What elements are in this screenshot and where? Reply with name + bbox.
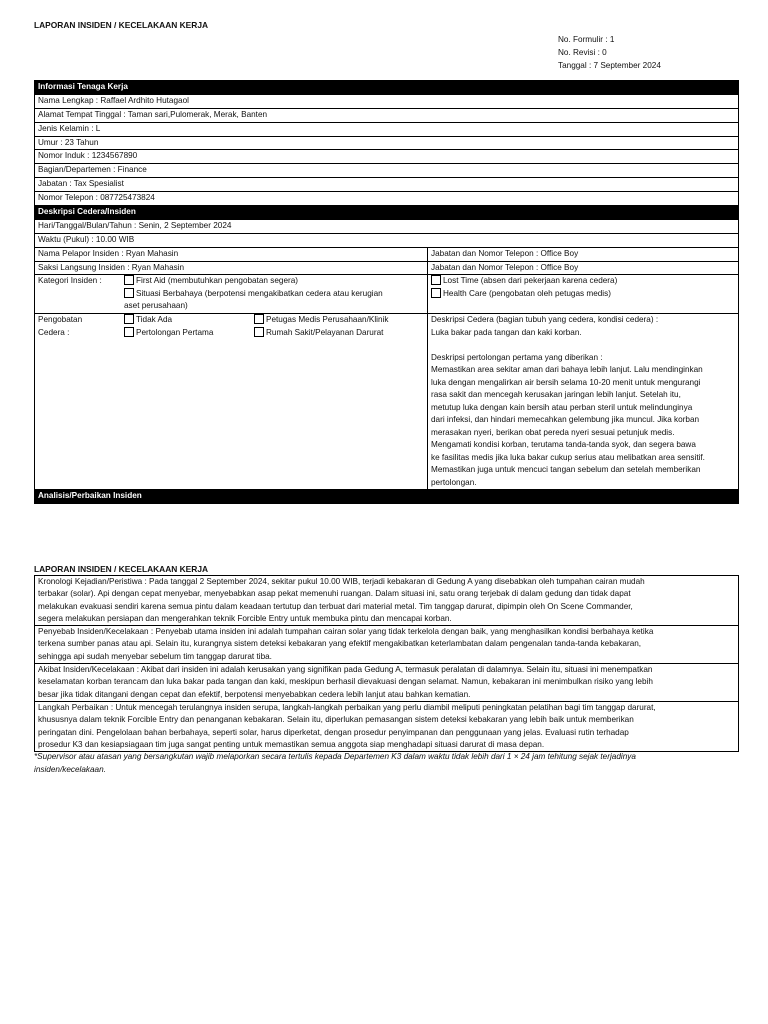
- company-medic-label: Petugas Medis Perusahaan/Klinik: [266, 315, 389, 325]
- footnote: [34, 750, 744, 776]
- treatment-cell: [35, 314, 428, 490]
- category-options-left: [124, 275, 424, 313]
- document-title: LAPORAN INSIDEN / KECELAKAAN KERJA: [34, 20, 209, 30]
- treatment-first-aid-label: Pertolongan Pertama: [136, 327, 214, 337]
- first-aid-line: Memastikan area sekitar aman dari bahaya lebih lanjut. Lalu mendinginkan: [431, 365, 703, 375]
- worker-address: Alamat Tempat Tinggal : Taman sari,Pulomerak, Merak, Banten: [35, 108, 739, 122]
- first-aid-line: rasa sakit dan mencegah kerusakan jaringan lebih lanjut. Setelah itu,: [431, 390, 681, 400]
- corrective-line: Langkah Perbaikan : Untuk mencegah terulangnya insiden serupa, langkah-langkah perbaikan yang perlu diambil meliputi peningkatan pelatihan bagi tim tanggap darurat,: [38, 702, 656, 712]
- worker-phone: Nomor Telepon : 087725473824: [35, 192, 739, 206]
- corrective-line: khususnya dalam teknik Forcible Entry dan penanganan kebakaran. Selain itu, diperlukan pemasangan sistem deteksi kebakaran yang lebih baik untuk memberikan: [38, 715, 634, 725]
- treatment-label: [38, 314, 124, 339]
- effect-line: Akibat Insiden/Kecelakaan : Akibat dari insiden ini adalah kerusakan yang signifikan pada Gedung A, termasuk peralatan di dalamnya. Selain itu, situasi ini menempatkan: [38, 665, 653, 675]
- injury-desc-label: Deskripsi Cedera (bagian tubuh yang cedera, kondisi cedera) :: [431, 315, 659, 325]
- corrective-line: peringatan dini. Pengelolaan bahan berbahaya, seperti solar, harus diperketat, dengan prosedur penyimpanan dan penggunaan yang jelas. Evaluasi rutin terhadap: [38, 727, 629, 737]
- witness-position: Jabatan dan Nomor Telepon : Office Boy: [428, 261, 739, 275]
- chronology-line: terbakar (solar). Api dengan cepat menyebar, menyebabkan asap pekat memenuhi ruangan. Dalam situasi ini, satu orang terjebak di dalam gedung dan tidak dapat: [38, 589, 631, 599]
- first-aid-checkbox[interactable]: [124, 275, 134, 285]
- injury-desc: Luka bakar pada tangan dan kaki korban.: [431, 327, 582, 337]
- effect-line: keselamatan korban terancam dan luka bakar pada tangan dan kaki, meskipun berhasil dievakuasi dengan selamat. Namun, kebakaran ini menimbulkan risiko yang lebih: [38, 677, 653, 687]
- reporter-position: Jabatan dan Nomor Telepon : Office Boy: [428, 247, 739, 261]
- incident-section-header: Deskripsi Cedera/Insiden: [35, 206, 739, 220]
- cause-cell: [35, 626, 739, 664]
- health-care-label: Health Care (pengobatan oleh petugas medis): [443, 288, 611, 298]
- category-label: Kategori Insiden :: [38, 276, 102, 286]
- lost-time-label: Lost Time (absen dari pekerjaan karena cedera): [443, 276, 618, 286]
- hospital-checkbox[interactable]: [254, 327, 264, 337]
- category-options-right: [428, 275, 739, 314]
- worker-section-header: Informasi Tenaga Kerja: [35, 81, 739, 95]
- first-aid-line: pertolongan.: [431, 477, 477, 487]
- worker-id: Nomor Induk : 1234567890: [35, 150, 739, 164]
- treatment-hospital-option[interactable]: [254, 327, 424, 340]
- first-aid-line: merasakan nyeri, berikan obat pereda nyeri sesuai petunjuk medis.: [431, 427, 675, 437]
- first-aid-line: dari infeksi, dan hindari memecahkan gelembung jika muncul. Jika korban: [431, 415, 700, 425]
- category-cell: [35, 275, 428, 314]
- first-aid-line: ke fasilitas medis jika luka bakar cukup serius atau melibatkan area sensitif.: [431, 452, 705, 462]
- analysis-table: [34, 575, 739, 752]
- section2-title: LAPORAN INSIDEN / KECELAKAAN KERJA: [34, 564, 209, 574]
- first-aid-desc-label: Deskripsi pertolongan pertama yang diberikan :: [431, 352, 603, 362]
- worker-gender: Jenis Kelamin : L: [35, 122, 739, 136]
- form-number: No. Formulir : 1: [558, 35, 615, 44]
- lost-time-checkbox[interactable]: [431, 275, 441, 285]
- cause-line: terkena sumber panas atau api. Selain itu, kurangnya sistem deteksi kebakaran yang efektif mengakibatkan keterlambatan dalam pengenalan tanda-tanda kebakaran,: [38, 639, 642, 649]
- treatment-none-option[interactable]: [124, 314, 254, 327]
- first-aid-line: metutup luka dengan kain bersih atau perban steril untuk melindunginya: [431, 402, 693, 412]
- first-aid-label: First Aid (membutuhkan pengobatan segera): [136, 276, 299, 286]
- worker-name: Nama Lengkap : Raffael Ardhito Hutagaol: [35, 94, 739, 108]
- form-date: Tanggal : 7 September 2024: [558, 61, 661, 70]
- cause-line: sehingga api sudah menyebar sebelum tim tanggap darurat tiba.: [38, 651, 272, 661]
- first-aid-line: luka dengan mengalirkan air bersih selama 10-20 menit untuk mengurangi: [431, 377, 701, 387]
- corrective-cell: [35, 701, 739, 751]
- chronology-line: melakukan evakuasi sendiri karena semua pintu dalam keadaan tertutup dan terbuat dari material metal. Tim tanggap darurat, dipimpin oleh On Scene Commander,: [38, 601, 633, 611]
- treatment-first-aid-checkbox[interactable]: [124, 327, 134, 337]
- footnote-line: insiden/kecelakaan.: [34, 765, 106, 774]
- category-dangerous-option[interactable]: [124, 288, 424, 301]
- category-lost-time-option[interactable]: [431, 275, 735, 288]
- company-medic-checkbox[interactable]: [254, 314, 264, 324]
- treatment-label-line1: Pengobatan: [38, 315, 83, 325]
- incident-time: Waktu (Pukul) : 10.00 WIB: [35, 233, 739, 247]
- category-first-aid-option[interactable]: [124, 275, 424, 288]
- dangerous-situation-label: Situasi Berbahaya (berpotensi mengakibatkan cedera atau kerugian: [136, 288, 383, 298]
- revision-number: No. Revisi : 0: [558, 48, 607, 57]
- first-aid-line: Mengamati kondisi korban, terutama tanda-tanda syok, dan segera bawa: [431, 440, 696, 450]
- chronology-line: segera melakukan persiapan dan mengerahkan teknik Forcible Entry untuk membuka pintu dan mencapai korban.: [38, 613, 452, 623]
- form-meta: [558, 33, 661, 72]
- witness-name: Saksi Langsung Insiden : Ryan Mahasin: [35, 261, 428, 275]
- effect-cell: [35, 664, 739, 702]
- first-aid-line: Memastikan juga untuk mencuci tangan sebelum dan setelah memberikan: [431, 465, 701, 475]
- cause-line: Penyebab Insiden/Kecelakaan : Penyebab utama insiden ini adalah tumpahan cairan solar yang tidak terkelola dengan baik, yang menghasilkan kondisi berbahaya ketika: [38, 627, 654, 637]
- worker-position: Jabatan : Tax Spesialist: [35, 178, 739, 192]
- incident-form-table: [34, 80, 739, 504]
- category-health-care-option[interactable]: [431, 288, 735, 301]
- treatment-company-medic-option[interactable]: [254, 314, 424, 327]
- treatment-options: [124, 314, 424, 339]
- footnote-line: *Supervisor atau atasan yang bersangkutan wajib melaporkan secara tertulis kepada Departemen K3 dalam waktu tidak lebih dari 1 × 24 jam tehitung sejak terjadinya: [34, 752, 636, 761]
- corrective-line: prosedur K3 dan kesiapsiagaan tim juga sangat penting untuk memastikan semua anggota siap menghadapi situasi darurat di masa depan.: [38, 739, 545, 749]
- injury-description-cell: [428, 314, 739, 490]
- none-checkbox[interactable]: [124, 314, 134, 324]
- dangerous-situation-label-cont: aset perusahaan): [124, 301, 188, 311]
- first-aid-desc: [431, 364, 735, 489]
- worker-age: Umur : 23 Tahun: [35, 136, 739, 150]
- chronology-line: Kronologi Kejadian/Peristiwa : Pada tanggal 2 September 2024, sekitar pukul 10.00 WIB, terjadi kebakaran di Gedung A yang disebabkan oleh tumpahan cairan mudah: [38, 577, 645, 586]
- reporter-name: Nama Pelapor Insiden : Ryan Mahasin: [35, 247, 428, 261]
- health-care-checkbox[interactable]: [431, 288, 441, 298]
- hospital-label: Rumah Sakit/Pelayanan Darurat: [266, 327, 384, 337]
- analysis-section-header: Analisis/Perbaikan Insiden: [35, 490, 739, 504]
- worker-department: Bagian/Departemen : Finance: [35, 164, 739, 178]
- chronology-cell: [35, 576, 739, 626]
- dangerous-situation-checkbox[interactable]: [124, 288, 134, 298]
- incident-date: Hari/Tanggal/Bulan/Tahun : Senin, 2 September 2024: [35, 219, 739, 233]
- treatment-first-aid-option[interactable]: [124, 327, 254, 340]
- treatment-label-line2: Cedera :: [38, 328, 70, 338]
- none-label: Tidak Ada: [136, 315, 173, 325]
- effect-line: besar jika tidak ditangani dengan cepat dan efektif, berpotensi menyebabkan cedera lebih lanjut atau bahkan kematian.: [38, 689, 471, 699]
